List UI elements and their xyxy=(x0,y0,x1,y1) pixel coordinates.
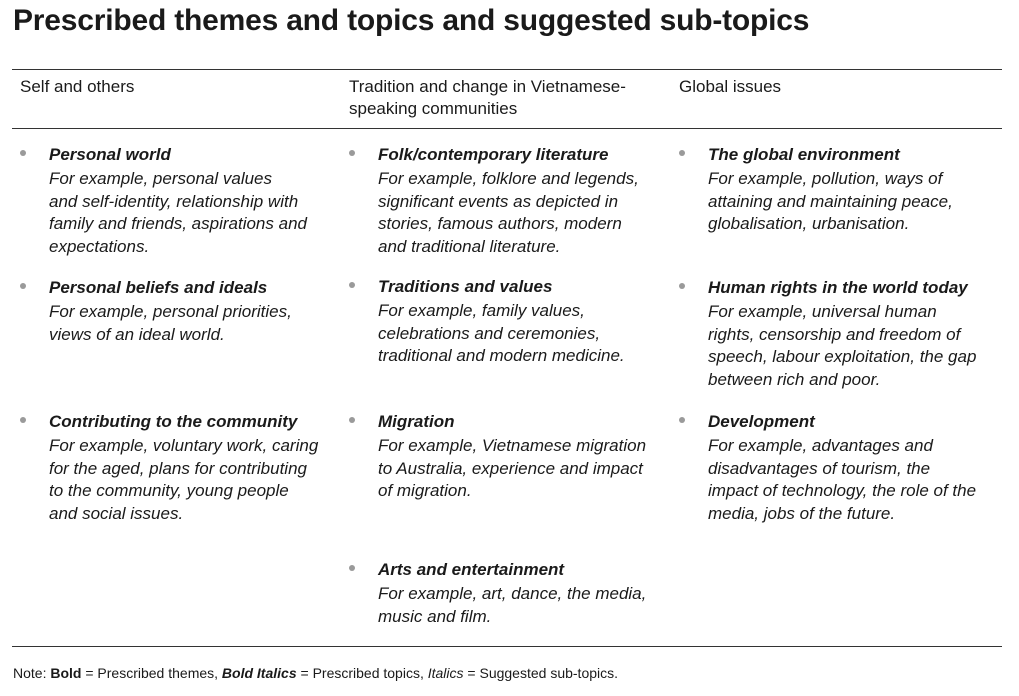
subtopic-line: stories, famous authors, modern xyxy=(378,214,622,234)
theme-header-self-and-others xyxy=(20,76,320,98)
topic-subtopics xyxy=(378,168,649,259)
subtopic-line: For example, advantages and xyxy=(708,436,933,455)
subtopic-line: expectations. xyxy=(49,237,150,257)
topic-contributing-to-the-community xyxy=(20,411,320,526)
subtopic-line: between rich and poor. xyxy=(708,370,881,390)
legend-note xyxy=(13,665,618,681)
theme-header-line: Tradition and change in Vietnamese- xyxy=(349,77,626,96)
theme-header-line: Self and others xyxy=(20,77,135,96)
bullet-icon xyxy=(679,150,685,156)
topic-title: Folk/contemporary literature xyxy=(378,145,609,164)
subtopic-line: to the community, young people xyxy=(49,481,289,501)
theme-header-line: speaking communities xyxy=(349,99,518,118)
topic-folk-contemporary-literature xyxy=(349,144,649,259)
topic-subtopics xyxy=(708,435,979,526)
topic-subtopics xyxy=(708,168,979,236)
topic-title: Personal beliefs and ideals xyxy=(49,278,268,297)
bullet-icon xyxy=(349,565,355,571)
bullet-icon xyxy=(679,417,685,423)
topic-human-rights-in-the-world-today xyxy=(679,277,979,392)
bullet-icon xyxy=(349,282,355,288)
topic-subtopics xyxy=(378,583,649,628)
bullet-icon xyxy=(20,417,26,423)
page-title: Prescribed themes and topics and suggested sub-topics xyxy=(13,4,810,37)
subtopic-line: globalisation, urbanisation. xyxy=(708,214,910,234)
note-italic-text: = Suggested sub-topics. xyxy=(463,665,619,681)
subtopic-line: For example, folklore and legends, xyxy=(378,169,639,188)
bullet-icon xyxy=(349,150,355,156)
subtopic-line: disadvantages of tourism, the xyxy=(708,458,931,478)
topic-subtopics xyxy=(49,301,320,346)
subtopic-line: and traditional literature. xyxy=(378,237,561,257)
bottom-divider xyxy=(12,646,1002,647)
topic-personal-world xyxy=(20,144,320,259)
subtopic-line: For example, personal priorities, xyxy=(49,302,292,321)
subtopic-line: attaining and maintaining peace, xyxy=(708,191,953,211)
subtopic-line: For example, personal values xyxy=(49,169,273,188)
subtopic-line: For example, universal human xyxy=(708,302,937,321)
topic-title: Traditions and values xyxy=(378,277,553,296)
topic-subtopics xyxy=(378,435,649,503)
note-bold-italic-text: = Prescribed topics, xyxy=(296,665,428,681)
subtopic-line: views of an ideal world. xyxy=(49,324,225,344)
subtopic-line: impact of technology, the role of the xyxy=(708,481,977,501)
topic-migration xyxy=(349,411,649,503)
subtopic-line: celebrations and ceremonies, xyxy=(378,323,601,343)
topic-development xyxy=(679,411,979,526)
subtopic-line: For example, pollution, ways of xyxy=(708,169,943,188)
topic-personal-beliefs-and-ideals xyxy=(20,277,320,346)
topic-title: Contributing to the community xyxy=(49,412,298,431)
topic-subtopics xyxy=(378,300,649,368)
subtopic-line: rights, censorship and freedom of xyxy=(708,324,961,344)
subtopic-line: For example, art, dance, the media, xyxy=(378,584,647,603)
note-italic-label: Italics xyxy=(427,665,464,681)
bullet-icon xyxy=(20,283,26,289)
subtopic-line: of migration. xyxy=(378,481,472,501)
topic-title: Human rights in the world today xyxy=(708,278,968,297)
subtopic-line: for the aged, plans for contributing xyxy=(49,458,307,478)
top-divider xyxy=(12,69,1002,70)
topic-title: Migration xyxy=(378,412,455,431)
subtopic-line: media, jobs of the future. xyxy=(708,504,896,524)
bullet-icon xyxy=(679,283,685,289)
topic-subtopics xyxy=(49,435,320,526)
note-prefix: Note: xyxy=(13,665,51,681)
header-divider xyxy=(12,128,1002,129)
subtopic-line: significant events as depicted in xyxy=(378,191,619,211)
theme-header-global-issues xyxy=(679,76,999,98)
topic-the-global-environment xyxy=(679,144,979,236)
subtopic-line: family and friends, aspirations and xyxy=(49,214,307,234)
topic-arts-and-entertainment xyxy=(349,559,649,628)
subtopic-line: For example, Vietnamese migration xyxy=(378,436,647,455)
topic-title: The global environment xyxy=(708,145,900,164)
note-bold-label: Bold xyxy=(50,665,82,681)
subtopic-line: to Australia, experience and impact xyxy=(378,458,643,478)
topic-title: Arts and entertainment xyxy=(378,560,565,579)
bullet-icon xyxy=(20,150,26,156)
topic-subtopics xyxy=(708,301,979,392)
subtopic-line: For example, family values, xyxy=(378,301,585,320)
note-bold-text: = Prescribed themes, xyxy=(81,665,222,681)
topic-subtopics xyxy=(49,168,320,259)
bullet-icon xyxy=(349,417,355,423)
subtopic-line: and self-identity, relationship with xyxy=(49,191,299,211)
theme-header-line: Global issues xyxy=(679,77,782,96)
subtopic-line: For example, voluntary work, caring xyxy=(49,436,319,455)
subtopic-line: and social issues. xyxy=(49,504,184,524)
note-bold-italic-label: Bold Italics xyxy=(221,665,297,681)
subtopic-line: speech, labour exploitation, the gap xyxy=(708,347,977,367)
theme-header-tradition-and-change xyxy=(349,76,669,120)
subtopic-line: music and film. xyxy=(378,606,492,626)
topic-title: Personal world xyxy=(49,145,171,164)
subtopic-line: traditional and modern medicine. xyxy=(378,346,625,366)
topic-traditions-and-values xyxy=(349,276,649,368)
topic-title: Development xyxy=(708,412,815,431)
